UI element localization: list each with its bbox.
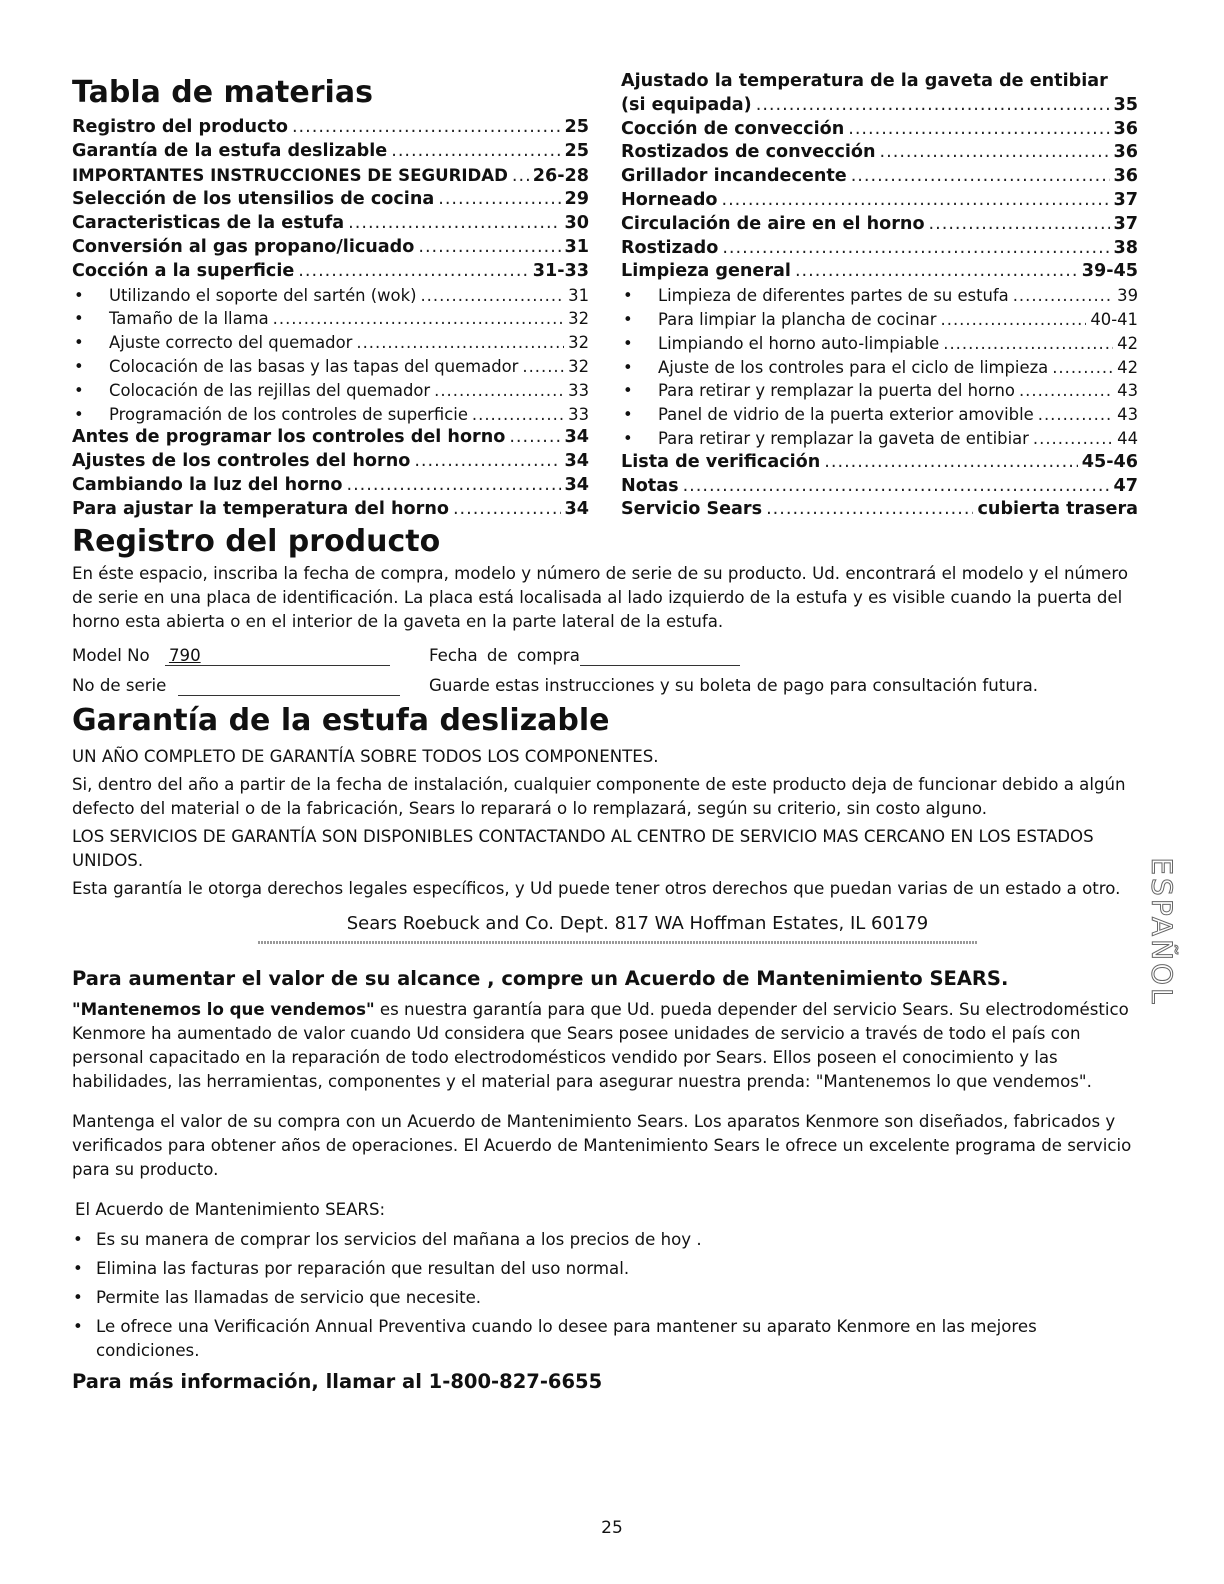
toc-leader-dots bbox=[348, 212, 560, 236]
toc-entry[interactable] bbox=[621, 356, 1138, 380]
toc-entry-label: Grillador incandecente bbox=[621, 166, 847, 187]
serie-row bbox=[72, 671, 429, 701]
toc-entry[interactable] bbox=[621, 427, 1138, 451]
toc-entry-page: 33 bbox=[568, 404, 589, 424]
toc-entry[interactable] bbox=[621, 141, 1138, 165]
toc-entry-page: 35 bbox=[1113, 94, 1138, 115]
toc-entry[interactable] bbox=[72, 307, 589, 331]
toc-entry-page: 34 bbox=[564, 427, 589, 448]
toc-entry-label: Cambiando la luz del horno bbox=[72, 474, 343, 495]
toc-entry-label: (si equipada) bbox=[621, 94, 752, 115]
bullet-icon: • bbox=[74, 356, 84, 376]
toc-right-column bbox=[621, 70, 1138, 522]
bullet-icon: • bbox=[74, 285, 84, 305]
page-number: 25 bbox=[601, 1518, 623, 1538]
toc-entry-label: IMPORTANTES INSTRUCCIONES DE SEGURIDAD bbox=[72, 165, 508, 185]
toc-leader-dots bbox=[420, 284, 564, 308]
toc-entry[interactable] bbox=[72, 188, 589, 212]
toc-entry-label: Para ajustar la temperatura del horno bbox=[72, 498, 449, 519]
serie-label: No de serie bbox=[72, 676, 167, 696]
garantia-p3: LOS SERVICIOS DE GARANTÍA SON DISPONIBLES CONTACTANDO AL CENTRO DE SERVICIO MAS CERCANO EN LOS ESTADOS UNIDOS. bbox=[72, 827, 1094, 871]
toc-leader-dots bbox=[418, 236, 560, 260]
toc-leader-dots bbox=[824, 451, 1077, 475]
bullet-icon: • bbox=[623, 405, 633, 425]
toc-entry[interactable] bbox=[72, 474, 589, 498]
bullet-icon: • bbox=[623, 381, 633, 401]
fecha-label: Fecha de compra bbox=[429, 646, 580, 666]
toc-entry-label: Programación de los controles de superficie bbox=[109, 404, 468, 424]
toc-leader-dots bbox=[298, 260, 528, 284]
toc-entry[interactable] bbox=[621, 498, 1138, 522]
toc-leader-dots bbox=[1033, 427, 1113, 451]
toc-entry[interactable] bbox=[621, 284, 1138, 308]
registro-body: En éste espacio, inscriba la fecha de compra, modelo y número de serie de su producto. Ud. encontrará el modelo y el número de serie en una placa de identificación. La placa está localisada al lado izquierdo de la estufa y es visible cuando la puerta del horno esta abierta o en el interior de la gaveta en la parte lateral de la estufa. bbox=[72, 564, 1128, 632]
sears-address: Sears Roebuck and Co. Dept. 817 WA Hoffman Estates, IL 60179 bbox=[346, 913, 929, 935]
toc-entry-page: 36 bbox=[1113, 118, 1138, 139]
toc-leader-dots bbox=[941, 308, 1087, 332]
toc-entry-page: 44 bbox=[1117, 428, 1138, 448]
toc-entry-page: 37 bbox=[1113, 189, 1138, 210]
toc-entry-label: Limpiando el horno auto-limpiable bbox=[658, 333, 940, 353]
toc-entry-label: Colocación de las basas y las tapas del quemador bbox=[109, 356, 519, 376]
toc-entry-page: 47 bbox=[1113, 475, 1138, 496]
toc-entry-page: 39-45 bbox=[1081, 261, 1138, 282]
garantia-p2: Si, dentro del año a partir de la fecha de instalación, cualquier componente de este producto deja de funcionar debido a algún defecto del material o de la fabricación, Sears lo reparará o lo remplazará, según su criterio, sin costo alguno. bbox=[72, 775, 1126, 819]
toc-entry[interactable] bbox=[621, 70, 1138, 94]
toc-entry-page: 30 bbox=[564, 213, 589, 234]
toc-entry-label: Ajustado la temperatura de la gaveta de entibiar bbox=[621, 71, 1108, 91]
toc-entry[interactable] bbox=[72, 331, 589, 355]
toc-leader-dots bbox=[391, 140, 560, 164]
toc-entry[interactable] bbox=[621, 118, 1138, 142]
mantenimiento-p1-text: es nuestra garantía para que Ud. pueda depender del servicio Sears. Su electrodoméstico Kenmore ha aumentado de valor cuando Ud considera que Sears posee unidades de servicio a través de todo el país con personal capacitado en la reparación de todo electrodomésticos vendido por Sears. Ellos poseen el conocimiento y las habilidades, las herramientas, componentes y el material para asegurar nuestra prenda: "Mantenemos lo que vendemos". bbox=[72, 1000, 1129, 1092]
bullet-icon: • bbox=[74, 309, 84, 329]
toc-leader-dots bbox=[472, 403, 564, 427]
toc-entry-label: Panel de vidrio de la puerta exterior amovible bbox=[658, 405, 1034, 425]
model-value: 790 bbox=[168, 646, 201, 666]
toc-entry-page: 37 bbox=[1113, 213, 1138, 234]
toc-leader-dots bbox=[346, 474, 560, 498]
toc-leader-dots bbox=[292, 116, 561, 140]
toc-entry-page: 39 bbox=[1117, 286, 1138, 306]
registro-fields bbox=[72, 641, 1138, 701]
toc-entry[interactable] bbox=[621, 94, 1138, 118]
toc-entry-page: 43 bbox=[1117, 405, 1138, 425]
toc-leader-dots bbox=[512, 165, 529, 189]
toc-leader-dots bbox=[683, 475, 1110, 499]
toc-entry[interactable] bbox=[621, 451, 1138, 475]
guarde-text: Guarde estas instrucciones y su boleta de pago para consultación futura. bbox=[429, 676, 1039, 696]
toc-entry-label: Cocción a la superficie bbox=[72, 260, 295, 281]
toc-entry[interactable] bbox=[72, 426, 589, 450]
toc-entry-label: Circulación de aire en el horno bbox=[621, 213, 925, 234]
toc-leader-dots bbox=[756, 94, 1110, 118]
toc-entry-page: 36 bbox=[1113, 166, 1138, 187]
toc-leader-dots bbox=[356, 331, 564, 355]
toc-entry-page: 26-28 bbox=[532, 165, 589, 186]
toc-leader-dots bbox=[1052, 356, 1113, 380]
toc-entry-label: Ajuste de los controles para el ciclo de limpieza bbox=[658, 357, 1049, 377]
bullet-icon: • bbox=[623, 333, 633, 353]
toc-entry-page: 34 bbox=[564, 451, 589, 472]
toc-entry[interactable] bbox=[621, 379, 1138, 403]
toc-entry-label: Caracteristicas de la estufa bbox=[72, 213, 345, 234]
language-side-tab bbox=[1142, 857, 1182, 1007]
toc-leader-dots bbox=[795, 260, 1078, 284]
toc-leader-dots bbox=[453, 498, 561, 522]
mantenimiento-bullets bbox=[72, 1228, 1138, 1363]
toc-entry[interactable] bbox=[621, 403, 1138, 427]
toc-entry-label: Para retirar y remplazar la gaveta de entibiar bbox=[658, 428, 1029, 448]
list-item: • Elimina las facturas por reparación que resultan del uso normal. bbox=[72, 1257, 1138, 1281]
toc-leader-dots bbox=[1019, 379, 1113, 403]
mantenimiento-p3: El Acuerdo de Mantenimiento SEARS: bbox=[75, 1200, 386, 1220]
toc-entry[interactable] bbox=[621, 475, 1138, 499]
garantia-body bbox=[72, 745, 1138, 901]
toc-entry-label: Notas bbox=[621, 475, 679, 496]
bullet-icon: • bbox=[74, 404, 84, 424]
toc-leader-dots bbox=[1013, 284, 1113, 308]
toc-leader-dots bbox=[438, 188, 560, 212]
toc-entry[interactable] bbox=[72, 260, 589, 284]
toc-entry[interactable] bbox=[621, 237, 1138, 261]
bullet-icon: • bbox=[623, 428, 633, 448]
info-phone-line: Para más información, llamar al 1-800-827-6655 bbox=[72, 1370, 603, 1394]
toc-entry[interactable] bbox=[72, 116, 589, 140]
toc-entry-page: 32 bbox=[568, 333, 589, 353]
toc-entry-label: Tamaño de la llama bbox=[109, 309, 269, 329]
address-divider bbox=[258, 941, 978, 944]
model-field[interactable] bbox=[165, 647, 390, 666]
toc-entry-page: 32 bbox=[568, 356, 589, 376]
toc-leader-dots bbox=[722, 189, 1110, 213]
toc-leader-dots bbox=[273, 307, 564, 331]
toc-entry-page: 38 bbox=[1113, 237, 1138, 258]
toc-entry-page: 43 bbox=[1117, 381, 1138, 401]
toc-entry-label: Selección de los utensilios de cocina bbox=[72, 189, 435, 210]
page bbox=[72, 68, 1138, 1395]
mantenimiento-p2: Mantenga el valor de su compra con un Acuerdo de Mantenimiento Sears. Los aparatos Kenmore son diseñados, fabricados y verificados para obtener años de operaciones. El Acuerdo de Mantenimiento Sears le ofrece un excelente programa de servicio para su producto. bbox=[72, 1112, 1132, 1180]
toc-entry[interactable] bbox=[72, 403, 589, 427]
toc-entry-page: 32 bbox=[568, 309, 589, 329]
garantia-p1: UN AÑO COMPLETO DE GARANTÍA SOBRE TODOS LOS COMPONENTES. bbox=[72, 747, 659, 767]
model-label: Model No bbox=[72, 646, 150, 666]
toc-entry-page: 31-33 bbox=[532, 260, 589, 281]
toc-entry-page: cubierta trasera bbox=[977, 499, 1138, 520]
toc-entry-label: Limpieza de diferentes partes de su estufa bbox=[658, 286, 1009, 306]
toc-entry-label: Garantía de la estufa deslizable bbox=[72, 140, 388, 161]
toc-leader-dots bbox=[722, 237, 1109, 261]
toc-entry-page: 29 bbox=[564, 189, 589, 210]
toc-entry-page: 34 bbox=[564, 474, 589, 495]
toc-entry-label: Limpieza general bbox=[621, 261, 791, 282]
toc-entry[interactable] bbox=[72, 212, 589, 236]
toc-entry[interactable] bbox=[72, 379, 589, 403]
toc-entry-label: Servicio Sears bbox=[621, 499, 763, 520]
toc-title: Tabla de materias bbox=[72, 75, 373, 110]
toc-entry-page: 36 bbox=[1113, 142, 1138, 163]
model-row bbox=[72, 641, 429, 671]
toc-entry[interactable] bbox=[621, 332, 1138, 356]
toc-leader-dots bbox=[943, 332, 1113, 356]
toc-entry-label: Utilizando el soporte del sartén (wok) bbox=[109, 285, 417, 305]
side-tab-label: ESPAÑOL bbox=[1145, 857, 1179, 1007]
bullet-icon: • bbox=[74, 380, 84, 400]
toc-entry-label: Conversión al gas propano/licuado bbox=[72, 236, 415, 257]
toc-entry-label: Ajuste correcto del quemador bbox=[109, 333, 353, 353]
toc-leader-dots bbox=[766, 498, 973, 522]
bullet-icon: • bbox=[623, 357, 633, 377]
bullet-icon: • bbox=[623, 286, 633, 306]
toc-entry-label: Ajustes de los controles del horno bbox=[72, 451, 411, 472]
toc-entry-page: 40-41 bbox=[1090, 309, 1138, 329]
toc-entry-page: 31 bbox=[568, 285, 589, 305]
toc-leader-dots bbox=[929, 213, 1110, 237]
toc-entry[interactable] bbox=[72, 164, 589, 189]
toc-leader-dots bbox=[414, 450, 560, 474]
toc-entry-label: Rostizado bbox=[621, 237, 719, 258]
toc-left-column bbox=[72, 68, 589, 522]
toc-leader-dots bbox=[522, 355, 564, 379]
toc-leader-dots bbox=[434, 379, 564, 403]
toc-entry[interactable] bbox=[72, 355, 589, 379]
toc-entry-page: 31 bbox=[564, 236, 589, 257]
list-item: • Permite las llamadas de servicio que necesite. bbox=[72, 1286, 1138, 1310]
toc-entry[interactable] bbox=[72, 498, 589, 522]
registro-title: Registro del producto bbox=[72, 524, 441, 560]
toc-entry[interactable] bbox=[621, 165, 1138, 189]
fecha-row bbox=[429, 641, 1138, 671]
mantenimiento-heading: Para aumentar el valor de su alcance , compre un Acuerdo de Mantenimiento SEARS. bbox=[72, 967, 1009, 991]
toc-entry[interactable] bbox=[621, 308, 1138, 332]
toc-entry-page: 25 bbox=[564, 140, 589, 161]
mantenimiento-p1 bbox=[72, 998, 1138, 1094]
toc-entry-label: Antes de programar los controles del horno bbox=[72, 427, 506, 448]
toc-entry[interactable] bbox=[72, 284, 589, 308]
toc-entry[interactable] bbox=[621, 213, 1138, 237]
toc-right-list bbox=[621, 94, 1138, 522]
toc-leader-dots bbox=[851, 165, 1110, 189]
mantenimiento-quote: "Mantenemos lo que vendemos" bbox=[72, 1000, 375, 1020]
toc-entry-label: Lista de verificación bbox=[621, 451, 821, 472]
toc-entry-page: 34 bbox=[564, 498, 589, 519]
bullet-icon: • bbox=[623, 309, 633, 329]
toc-entry-label: Registro del producto bbox=[72, 117, 288, 137]
toc-entry-label: Para limpiar la plancha de cocinar bbox=[658, 309, 937, 329]
toc-entry-label: Rostizados de convección bbox=[621, 142, 876, 163]
fecha-field[interactable] bbox=[580, 647, 740, 666]
garantia-title: Garantía de la estufa deslizable bbox=[72, 703, 610, 739]
toc-left-list bbox=[72, 116, 589, 522]
toc-entry[interactable] bbox=[621, 260, 1138, 284]
toc-leader-dots bbox=[848, 118, 1109, 142]
toc-entry-page: 42 bbox=[1117, 333, 1138, 353]
list-item: • Es su manera de comprar los servicios del mañana a los precios de hoy . bbox=[72, 1228, 1138, 1252]
toc-leader-dots bbox=[509, 426, 560, 450]
toc-entry[interactable] bbox=[72, 236, 589, 260]
toc-entry-label: Para retirar y remplazar la puerta del horno bbox=[658, 381, 1015, 401]
toc-entry-page: 25 bbox=[564, 117, 589, 137]
toc-leader-dots bbox=[880, 141, 1110, 165]
garantia-p4: Esta garantía le otorga derechos legales específicos, y Ud puede tener otros derechos que puedan varias de un estado a otro. bbox=[72, 879, 1121, 899]
toc-entry[interactable] bbox=[72, 450, 589, 474]
toc-leader-dots bbox=[1038, 403, 1113, 427]
toc-entry[interactable] bbox=[72, 140, 589, 164]
toc-entry-page: 42 bbox=[1117, 357, 1138, 377]
table-of-contents bbox=[72, 68, 1138, 522]
toc-entry-page: 45-46 bbox=[1081, 451, 1138, 472]
bullet-icon: • bbox=[74, 333, 84, 353]
serie-field[interactable] bbox=[178, 677, 400, 696]
toc-entry-label: Colocación de las rejillas del quemador bbox=[109, 380, 431, 400]
toc-entry-label: Horneado bbox=[621, 189, 718, 210]
toc-entry[interactable] bbox=[621, 189, 1138, 213]
list-item: • Le ofrece una Verificación Annual Preventiva cuando lo desee para mantener su aparato Kenmore en las mejores condiciones. bbox=[72, 1315, 1138, 1363]
toc-entry-label: Cocción de convección bbox=[621, 118, 845, 139]
toc-entry-page: 33 bbox=[568, 380, 589, 400]
